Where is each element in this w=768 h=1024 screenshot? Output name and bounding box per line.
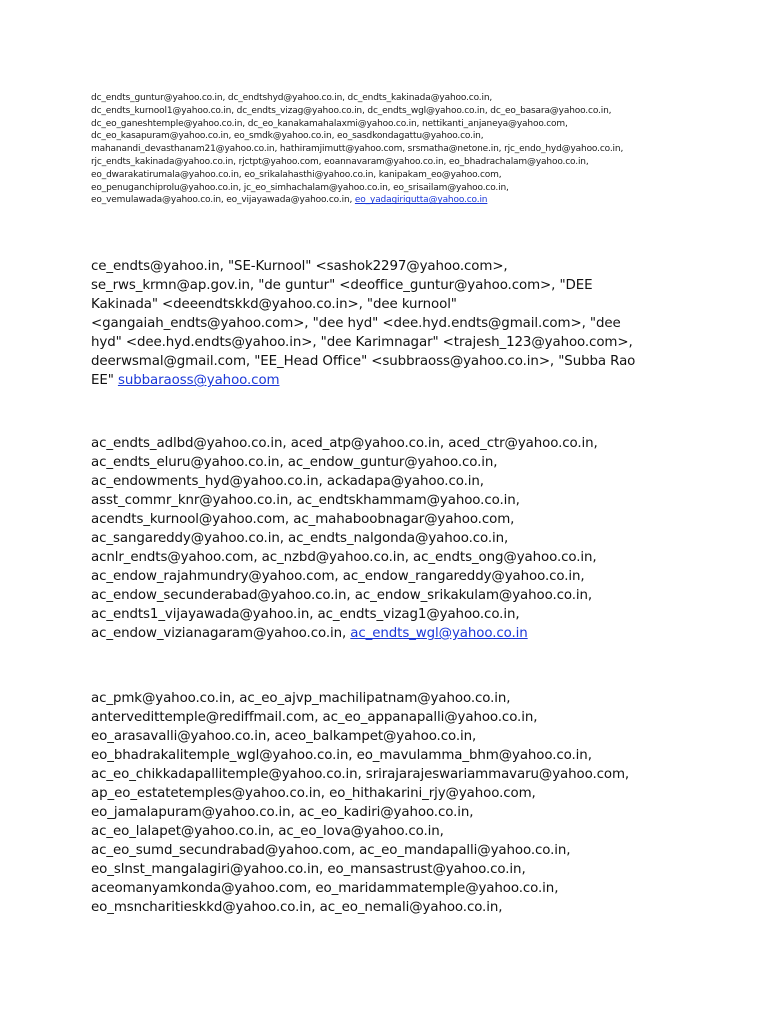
email-line: ac_endow_secunderabad@yahoo.co.in, ac_endow_srikakulam@yahoo.co.in, [91, 588, 593, 603]
email-line: ac_sangareddy@yahoo.co.in, ac_endts_nalgonda@yahoo.co.in, [91, 531, 509, 546]
email-list-assistant-commissioners [91, 434, 731, 643]
email-line: aceomanyamkonda@yahoo.com, eo_maridammatemple@yahoo.co.in, [91, 881, 559, 896]
email-line-text: ac_endow_vizianagaram@yahoo.co.in, [91, 626, 351, 641]
email-line: eo_dwarakatirumala@yahoo.co.in, eo_srikalahasthi@yahoo.co.in, kanipakam_eo@yahoo.com, [91, 169, 502, 180]
email-line-text: EE" [91, 373, 118, 388]
email-line: acnlr_endts@yahoo.com, ac_nzbd@yahoo.co.in, ac_endts_ong@yahoo.co.in, [91, 550, 597, 565]
email-list-executive-officers [91, 689, 731, 917]
email-link[interactable]: subbaraoss@yahoo.com [117, 373, 280, 388]
email-line: acendts_kurnool@yahoo.com, ac_mahaboobnagar@yahoo.com, [91, 512, 515, 527]
email-line: eo_slnst_mangalagiri@yahoo.co.in, eo_mansastrust@yahoo.co.in, [91, 862, 526, 877]
email-line: ac_pmk@yahoo.co.in, ac_eo_ajvp_machilipatnam@yahoo.co.in, [91, 691, 511, 706]
email-line: ac_eo_lalapet@yahoo.co.in, ac_eo_lova@yahoo.co.in, [91, 824, 444, 839]
email-line: ce_endts@yahoo.in, "SE-Kurnool" <sashok2297@yahoo.com>, [91, 259, 508, 274]
email-line: ac_endowments_hyd@yahoo.co.in, ackadapa@yahoo.co.in, [91, 474, 484, 489]
email-line: ac_endts_eluru@yahoo.co.in, ac_endow_guntur@yahoo.co.in, [91, 455, 498, 470]
email-line-last [91, 194, 731, 207]
email-line: deerwsmal@gmail.com, "EE_Head Office" <subbraoss@yahoo.co.in>, "Subba Rao [91, 354, 636, 369]
email-line: ac_eo_chikkadapallitemple@yahoo.co.in, srirajarajeswariammavaru@yahoo.com, [91, 767, 630, 782]
email-line: mahanandi_devasthanam21@yahoo.co.in, hathiramjimutt@yahoo.com, srsmatha@netone.in, rjc_endo_hyd@yahoo.co.in, [91, 144, 624, 155]
email-line-text: eo_vemulawada@yahoo.co.in, eo_vijayawada@yahoo.co.in, [91, 195, 355, 206]
email-line: eo_msncharitieskkd@yahoo.co.in, ac_eo_nemali@yahoo.co.in, [91, 900, 503, 915]
email-line: ac_endts1_vijayawada@yahoo.in, ac_endts_vizag1@yahoo.co.in, [91, 607, 520, 622]
email-link[interactable]: eo_yadagirigutta@yahoo.co.in [354, 195, 488, 206]
email-line-last [91, 371, 731, 390]
email-link[interactable]: ac_endts_wgl@yahoo.co.in [350, 626, 528, 641]
email-list-engineering-contacts [91, 257, 731, 390]
email-line: hyd" <dee.hyd.endts@yahoo.in>, "dee Karimnagar" <trajesh_123@yahoo.com>, [91, 335, 633, 350]
email-line: se_rws_krmn@ap.gov.in, "de guntur" <deoffice_guntur@yahoo.com>, "DEE [91, 278, 593, 293]
email-line: asst_commr_knr@yahoo.co.in, ac_endtskhammam@yahoo.co.in, [91, 493, 520, 508]
email-line: Kakinada" <deeendtskkd@yahoo.co.in>, "dee kurnool" [91, 297, 457, 312]
email-line: <gangaiah_endts@yahoo.com>, "dee hyd" <dee.hyd.endts@gmail.com>, "dee [91, 316, 621, 331]
email-line: rjc_endts_kakinada@yahoo.co.in, rjctpt@yahoo.com, eoannavaram@yahoo.co.in, eo_bhadrachalam@yahoo.co.in, [91, 156, 589, 167]
email-line: dc_eo_ganeshtemple@yahoo.co.in, dc_eo_kanakamahalaxmi@yahoo.co.in, nettikanti_anjaneya@yahoo.com, [91, 118, 568, 129]
email-line: dc_endts_kurnool1@yahoo.co.in, dc_endts_vizag@yahoo.co.in, dc_endts_wgl@yahoo.co.in, dc_eo_basara@yahoo.co.in, [91, 105, 612, 116]
email-line: eo_bhadrakalitemple_wgl@yahoo.co.in, eo_mavulamma_bhm@yahoo.co.in, [91, 748, 592, 763]
email-line: ac_endow_rajahmundry@yahoo.com, ac_endow_rangareddy@yahoo.co.in, [91, 569, 585, 584]
email-line: ap_eo_estatetemples@yahoo.co.in, eo_hithakarini_rjy@yahoo.com, [91, 786, 536, 801]
email-line: dc_endts_guntur@yahoo.co.in, dc_endtshyd@yahoo.co.in, dc_endts_kakinada@yahoo.co.in, [91, 93, 493, 103]
email-line: ac_eo_sumd_secundrabad@yahoo.com, ac_eo_mandapalli@yahoo.co.in, [91, 843, 571, 858]
email-line: eo_jamalapuram@yahoo.co.in, ac_eo_kadiri@yahoo.co.in, [91, 805, 474, 820]
email-line: dc_eo_kasapuram@yahoo.co.in, eo_smdk@yahoo.co.in, eo_sasdkondagattu@yahoo.co.in, [91, 131, 484, 142]
email-line: eo_penuganchiprolu@yahoo.co.in, jc_eo_simhachalam@yahoo.co.in, eo_srisailam@yahoo.co.in, [91, 182, 509, 193]
email-line: ac_endts_adlbd@yahoo.co.in, aced_atp@yahoo.co.in, aced_ctr@yahoo.co.in, [91, 436, 598, 451]
email-line: antervedittemple@rediffmail.com, ac_eo_appanapalli@yahoo.co.in, [91, 710, 538, 725]
email-line: eo_arasavalli@yahoo.co.in, aceo_balkampet@yahoo.co.in, [91, 729, 477, 744]
email-list-district-offices [91, 92, 731, 207]
email-line-last [91, 624, 731, 643]
